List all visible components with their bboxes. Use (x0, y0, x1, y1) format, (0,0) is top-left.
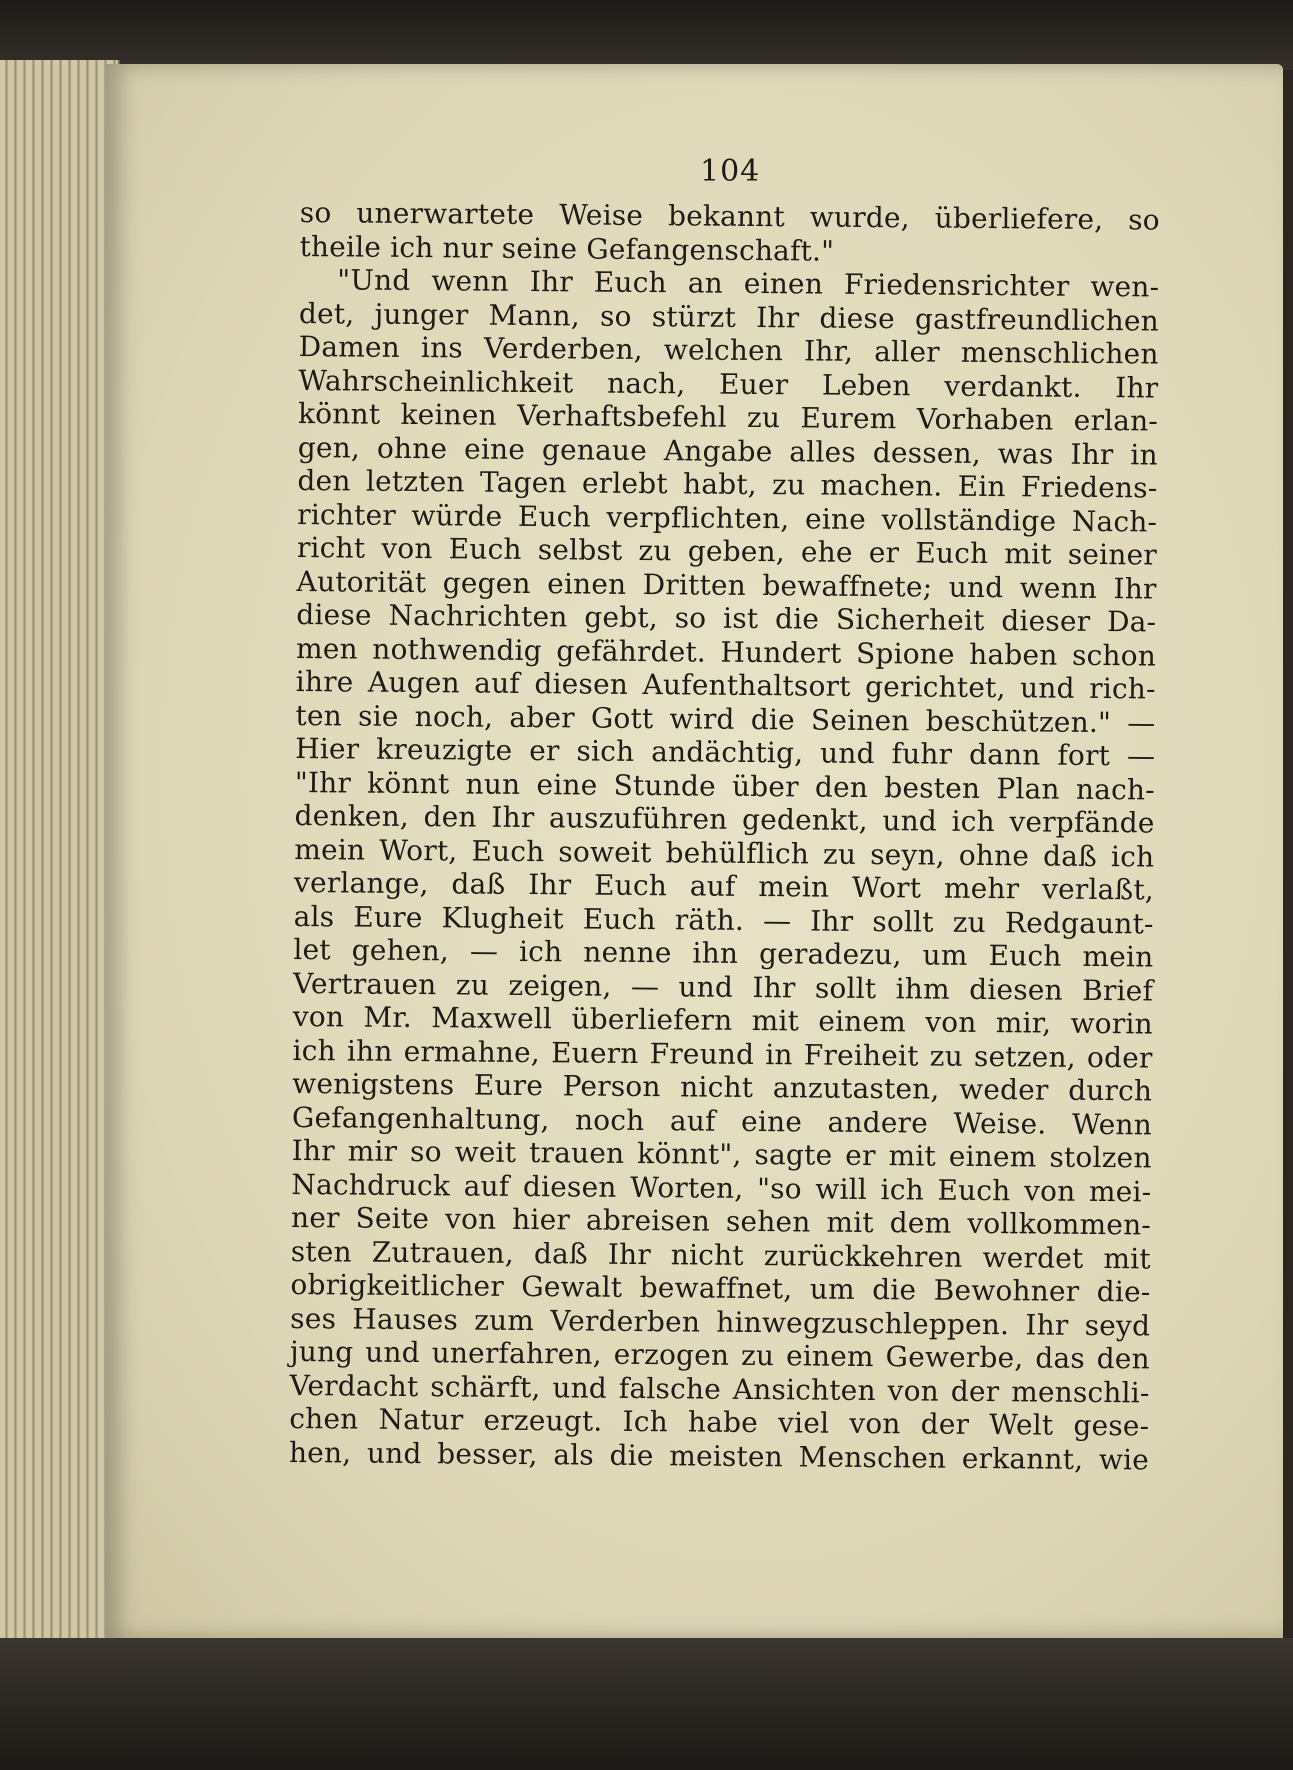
text-line: Autorität gegen einen Dritten bewaffnete; und wenn Ihr (296, 564, 1157, 605)
text-line: ihre Augen auf diesen Aufenthaltsort gerichtet, und rich- (295, 664, 1156, 706)
text-line: den letzten Tagen erlebt habt, zu machen. Ein Friedens- (297, 463, 1158, 505)
text-line: sten Zutrauen, daß Ihr nicht zurückkehren werdet mit (290, 1234, 1151, 1275)
text-line: Verdacht schärft, und falsche Ansichten von der menschli- (289, 1368, 1150, 1409)
scan-background-bottom (0, 1638, 1293, 1770)
text-line: chen Natur erzeugt. Ich habe viel von der Welt gese- (289, 1401, 1150, 1443)
text-line: ses Hauses zum Verderben hinwegzuschleppen. Ihr seyd (290, 1301, 1151, 1342)
text-line: Nachdruck auf diesen Worten, "so will ich Euch von mei- (291, 1167, 1152, 1208)
text-line: let gehen, — ich nenne ihn geradezu, um Euch mein (293, 932, 1154, 974)
text-line: ich ihn ermahne, Euern Freund in Freiheit zu setzen, oder (292, 1033, 1153, 1074)
text-line: Wahrscheinlichkeit nach, Euer Leben verdankt. Ihr (298, 363, 1159, 404)
text-line: mein Wort, Euch soweit behülflich zu seyn, ohne daß ich (294, 832, 1155, 873)
text-line: als Eure Klugheit Euch räth. — Ihr sollt zu Redgaunt- (293, 899, 1154, 940)
text-line: richt von Euch selbst zu geben, ehe er Euch mit seiner (296, 530, 1158, 572)
text-line: hen, und besser, als die meisten Menschen erkannt, wie (288, 1435, 1150, 1476)
book-page-edges (0, 60, 120, 1645)
text-line: "Ihr könnt nun eine Stunde über den besten Plan nach- (294, 765, 1155, 806)
text-line: det, junger Mann, so stürzt Ihr diese gastfreundlichen (298, 296, 1160, 337)
text-line: jung und unerfahren, erzogen zu einem Gewerbe, das den (289, 1334, 1151, 1376)
text-line: denken, den Ihr auszuführen gedenkt, und ich verpfände (294, 798, 1155, 840)
text-line: Ihr mir so weit trauen könnt", sagte er mit einem stolzen (291, 1133, 1152, 1175)
text-line: diese Nachrichten gebt, so ist die Sicherheit dieser Da- (296, 597, 1157, 639)
scan-background-top (0, 0, 1293, 70)
text-line: Damen ins Verderben, welchen Ihr, aller menschlichen (298, 329, 1159, 371)
text-line: ner Seite von hier abreisen sehen mit dem vollkommen- (290, 1200, 1152, 1242)
text-line: men nothwendig gefährdet. Hundert Spione haben schon (295, 631, 1157, 672)
page-number: 104 (700, 154, 761, 189)
text-line: ten sie noch, aber Gott wird die Seinen beschützen." — (295, 698, 1156, 739)
text-line: Gefangenhaltung, noch auf eine andere Weise. Wenn (291, 1100, 1153, 1141)
text-line: von Mr. Maxwell überliefern mit einem von mir, worin (292, 999, 1153, 1041)
text-line: "Und wenn Ihr Euch an einen Friedensrichter wen- (337, 263, 1160, 304)
text-line: könnt keinen Verhaftsbefehl zu Eurem Vorhaben erlan- (297, 396, 1159, 438)
text-line: theile ich nur seine Gefangenschaft." (299, 229, 835, 268)
text-line: wenigstens Eure Person nicht anzutasten, weder durch (292, 1066, 1153, 1108)
text-line: Hier kreuzigte er sich andächtig, und fuhr dann fort — (295, 731, 1156, 773)
text-line: so unerwartete Weise bekannt wurde, überliefere, so (299, 196, 1160, 237)
text-line: richter würde Euch verpflichten, eine vollständige Nach- (297, 497, 1158, 538)
text-line: verlange, daß Ihr Euch auf mein Wort mehr verlaßt, (293, 865, 1155, 907)
body-text (289, 196, 1160, 1476)
text-line: obrigkeitlicher Gewalt bewaffnet, um die Bewohner die- (290, 1267, 1151, 1309)
text-line: gen, ohne eine genaue Angabe alles dessen, was Ihr in (297, 430, 1158, 471)
text-line: Vertrauen zu zeigen, — und Ihr sollt ihm diesen Brief (292, 966, 1154, 1007)
